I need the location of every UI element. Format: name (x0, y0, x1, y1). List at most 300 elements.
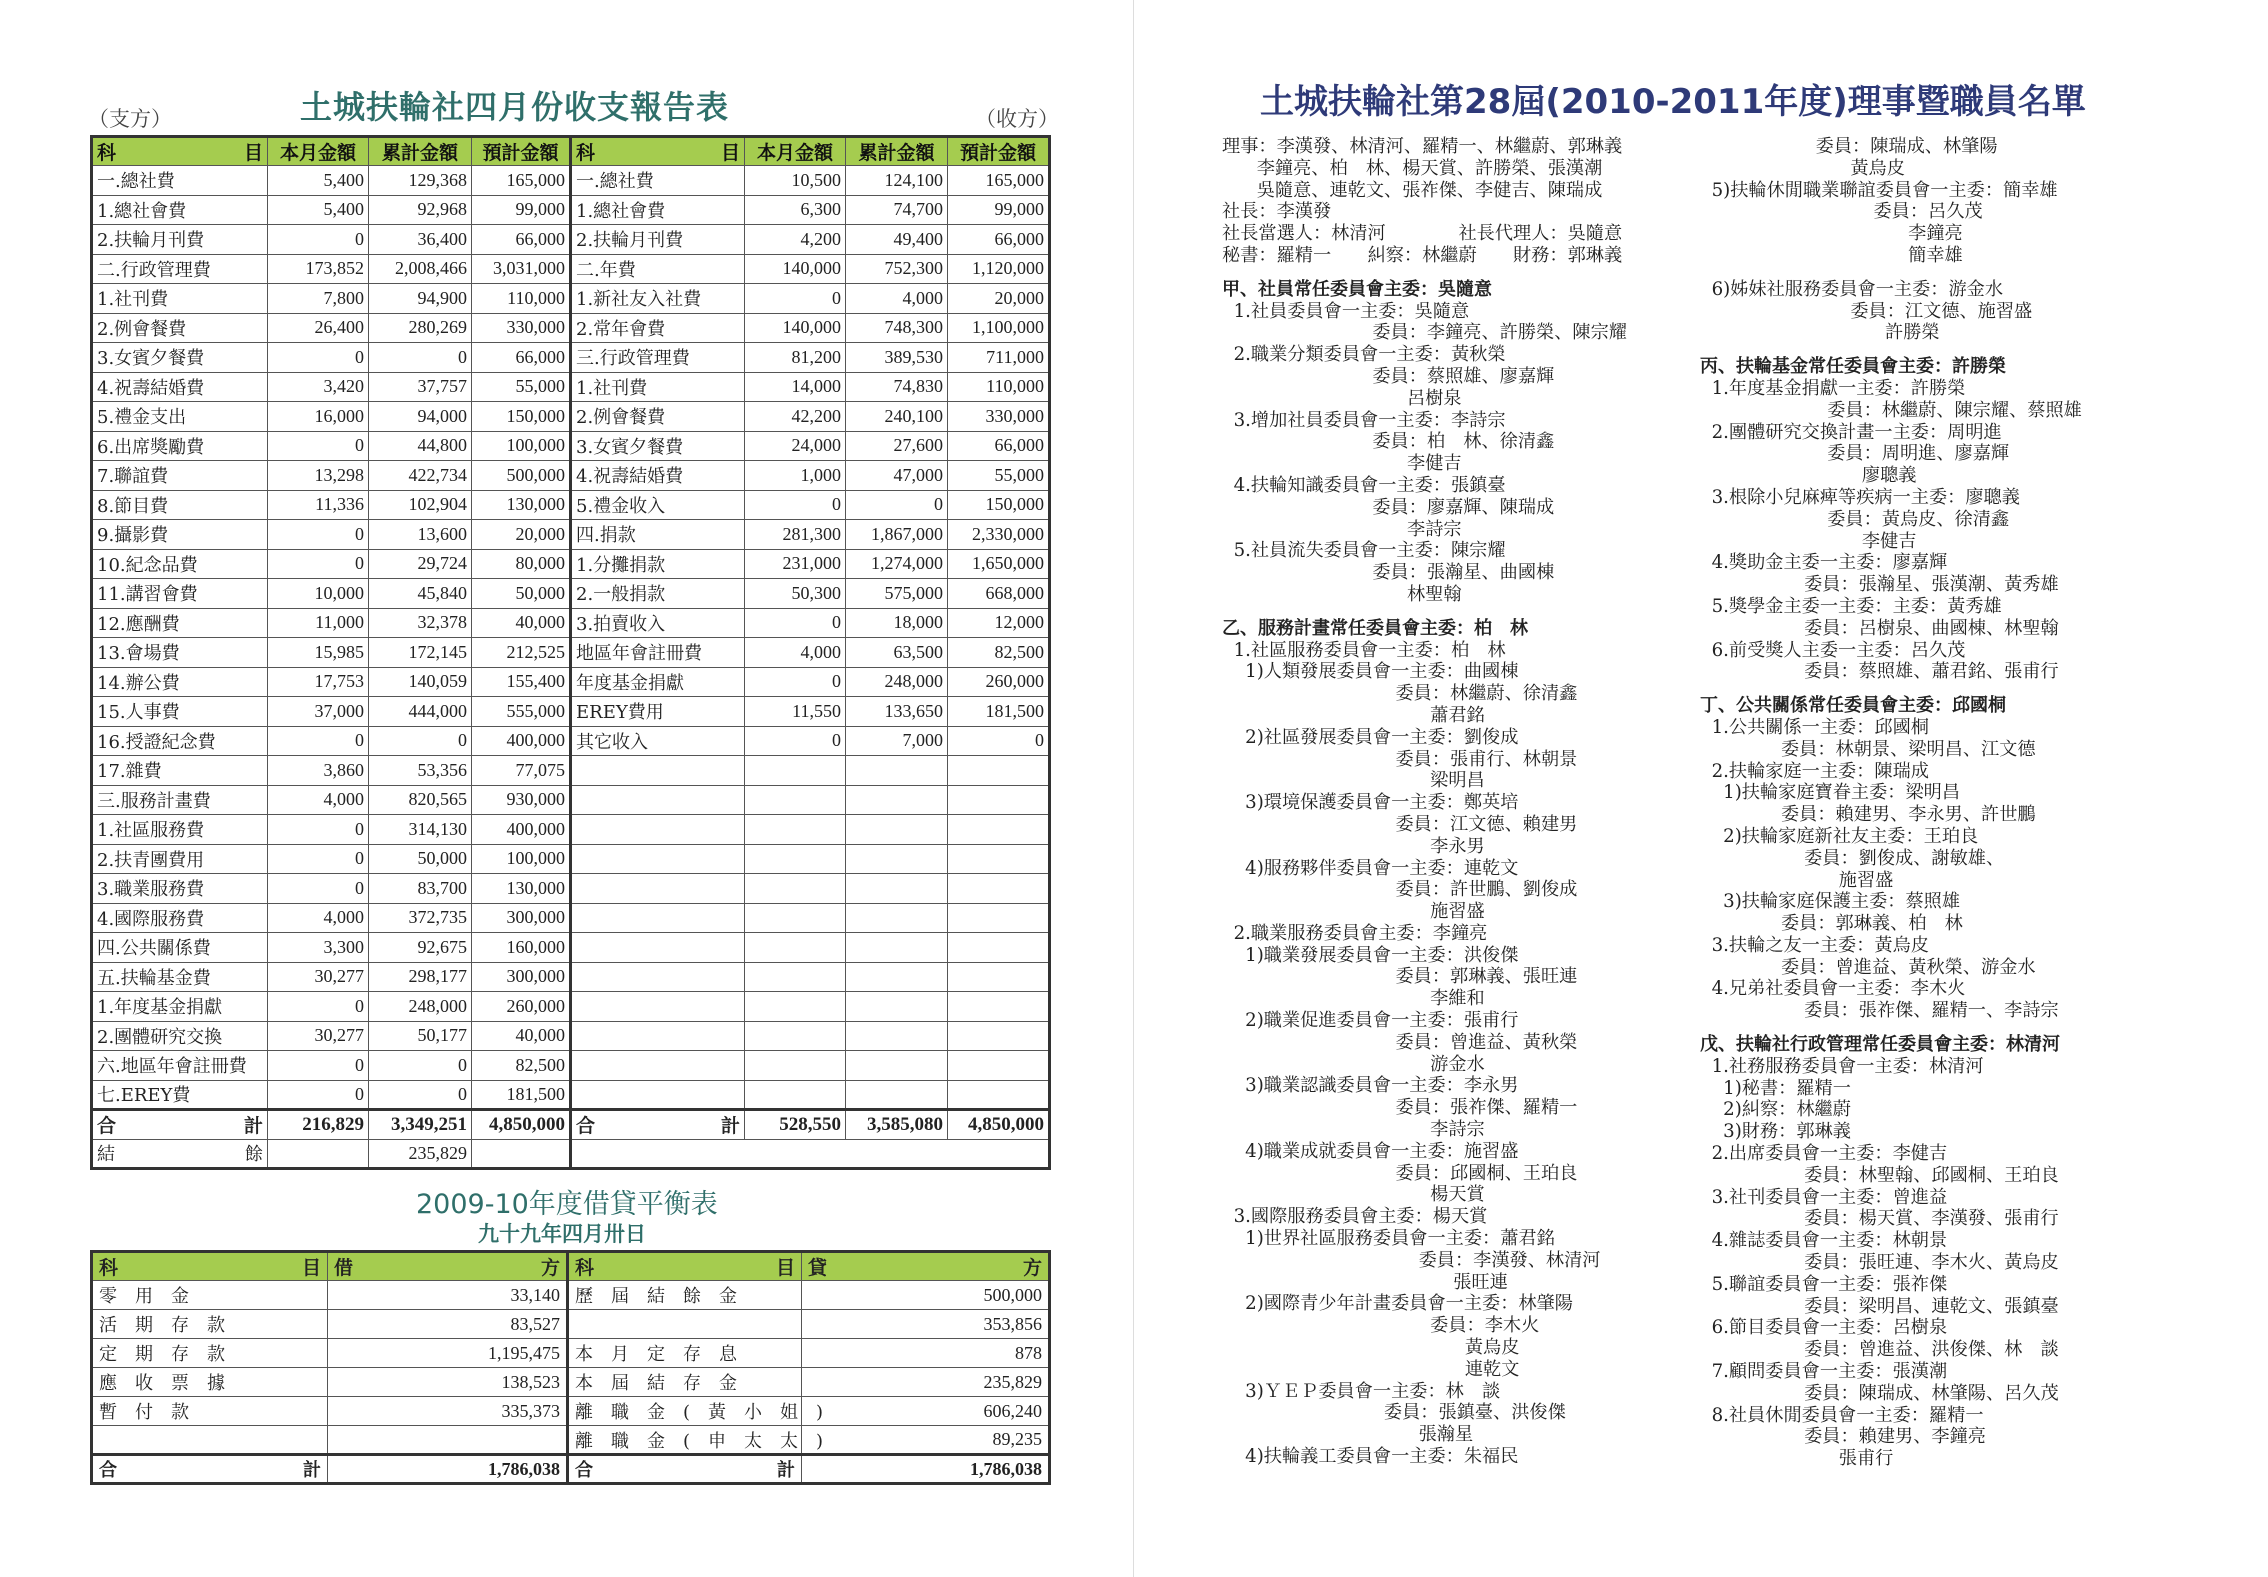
table-row (92, 520, 1050, 550)
income-item-label: 1.社刊費 (571, 372, 745, 402)
empty-cell (846, 874, 948, 904)
table-row (92, 579, 1050, 609)
roster-section-heading: 丁、公共關係常任委員會主委：邱國桐 (1700, 695, 2006, 717)
empty-cell (846, 1051, 948, 1081)
balance-header-row (92, 1252, 1050, 1281)
expense-item-value: 66,000 (472, 343, 571, 373)
expense-item-label: 12.應酬費 (92, 608, 268, 638)
roster-line: 委員：蔡照雄、蕭君銘、張甫行 (1700, 661, 2059, 683)
empty-cell (846, 1080, 948, 1110)
expense-item-value: 92,968 (369, 195, 472, 225)
empty-cell (948, 844, 1050, 874)
table-row (92, 815, 1050, 845)
expense-item-value: 140,059 (369, 667, 472, 697)
income-item-value: 1,000 (745, 461, 846, 491)
income-item-value: 20,000 (948, 284, 1050, 314)
table-row (92, 254, 1050, 284)
expense-item-value: 130,000 (472, 490, 571, 520)
table-row (92, 1281, 1050, 1310)
expense-item-label: 3.職業服務費 (92, 874, 268, 904)
expense-item-value: 0 (268, 844, 369, 874)
header-subject: 科 目 (571, 137, 745, 166)
expense-item-value: 0 (268, 431, 369, 461)
expense-total-month: 216,829 (268, 1110, 369, 1140)
expense-item-value: 298,177 (369, 962, 472, 992)
income-item-value: 0 (745, 608, 846, 638)
table-row (92, 1339, 1050, 1368)
income-item-label: 四.捐款 (571, 520, 745, 550)
roster-line: 1)人類發展委員會一主委：曲國棟 (1222, 661, 1519, 683)
empty-cell (948, 785, 1050, 815)
empty-cell (571, 844, 745, 874)
roster-line: 秘書：羅精一 糾察：林繼蔚 財務：郭琳義 (1222, 244, 1623, 266)
expense-item-value: 4,000 (268, 903, 369, 933)
debit-value: 83,527 (328, 1310, 568, 1339)
income-item-label: 3.拍賣收入 (571, 608, 745, 638)
income-item-value: 0 (846, 490, 948, 520)
roster-line: 張甫行 (1700, 1448, 1894, 1470)
roster-line: 3.根除小兒麻痺等疾病一主委：廖聰義 (1700, 486, 2020, 508)
income-item-label: 1.總社會費 (571, 195, 745, 225)
roster-line: 委員：曾進益、黃秋榮、游金水 (1700, 956, 2036, 978)
income-item-value: 124,100 (846, 166, 948, 196)
expense-item-value: 82,500 (472, 1051, 571, 1081)
empty-cell (745, 874, 846, 904)
table-row (92, 1021, 1050, 1051)
empty-cell (846, 992, 948, 1022)
roster-line: 2)社區發展委員會一主委：劉俊成 (1222, 726, 1519, 748)
expense-item-value: 0 (268, 225, 369, 255)
roster-line: 4.兄弟社委員會一主委：李木火 (1700, 978, 1966, 1000)
roster-line: 1.公共關係一主委：邱國桐 (1700, 716, 1929, 738)
expense-item-value: 212,525 (472, 638, 571, 668)
roster-spacer (1700, 344, 2220, 356)
balance-value: 235,829 (369, 1139, 472, 1169)
roster-line: 4)職業成就委員會一主委：施習盛 (1222, 1140, 1519, 1162)
expense-item-value: 50,000 (369, 844, 472, 874)
roster-line: 3)財務：郭琳義 (1700, 1121, 1851, 1143)
empty-cell (745, 933, 846, 963)
roster-line: 呂樹泉 (1222, 387, 1462, 409)
income-item-value: 4,000 (745, 638, 846, 668)
table-row (92, 1368, 1050, 1397)
roster-line: 委員：林繼蔚、徐清鑫 (1222, 683, 1578, 705)
income-expense-table (90, 135, 1051, 1170)
roster-line: 委員：梁明昌、連乾文、張鎮臺 (1700, 1295, 2059, 1317)
table-row (92, 490, 1050, 520)
income-item-value: 668,000 (948, 579, 1050, 609)
roster-line: 李健吉 (1222, 453, 1462, 475)
roster-line: 1.社務服務委員會一主委：林清河 (1700, 1055, 1984, 1077)
expense-item-label: 三.服務計畫費 (92, 785, 268, 815)
income-item-value: 24,000 (745, 431, 846, 461)
balance-sheet-body (92, 1281, 1050, 1455)
expense-item-value: 0 (268, 815, 369, 845)
expense-item-value: 165,000 (472, 166, 571, 196)
empty-cell (948, 815, 1050, 845)
roster-line: 7.顧問委員會一主委：張漢潮 (1700, 1361, 1948, 1383)
roster-line: 委員：林朝景、梁明昌、江文德 (1700, 738, 2036, 760)
table-header-row (92, 137, 1050, 166)
income-item-value: 240,100 (846, 402, 948, 432)
expense-item-value: 0 (369, 1080, 472, 1110)
income-item-value: 55,000 (948, 461, 1050, 491)
empty-cell (745, 756, 846, 786)
credit-total: 1,786,038 (802, 1455, 1050, 1484)
expense-item-value: 248,000 (369, 992, 472, 1022)
income-item-value: 0 (745, 284, 846, 314)
expense-item-value: 29,724 (369, 549, 472, 579)
roster-line: 委員：郭琳義、張旺連 (1222, 966, 1578, 988)
expense-item-value: 172,145 (369, 638, 472, 668)
roster-line: 委員：陳瑞成、林肇陽、呂久茂 (1700, 1382, 2059, 1404)
expense-item-label: 2.團體研究交換 (92, 1021, 268, 1051)
expense-item-value: 0 (369, 726, 472, 756)
income-item-value: 181,500 (948, 697, 1050, 727)
roster-line: 李詩宗 (1222, 1119, 1485, 1141)
table-row (92, 1080, 1050, 1110)
expense-item-value: 13,298 (268, 461, 369, 491)
expense-item-label: 3.女賓夕餐費 (92, 343, 268, 373)
roster-line: 5)扶輪休閒職業聯誼委員會一主委：簡幸雄 (1700, 179, 2058, 201)
table-row (92, 933, 1050, 963)
roster-line: 6)姊妹社服務委員會一主委：游金水 (1700, 278, 2004, 300)
roster-line: 3)環境保護委員會一主委：鄭英培 (1222, 792, 1519, 814)
income-item-value: 14,000 (745, 372, 846, 402)
expense-item-value: 0 (268, 1051, 369, 1081)
liability-label: 本月定存息 (568, 1339, 802, 1368)
table-row (92, 1051, 1050, 1081)
roster-line: 張旺連 (1222, 1271, 1508, 1293)
expense-item-label: 9.攝影費 (92, 520, 268, 550)
income-item-value: 6,300 (745, 195, 846, 225)
roster-line: 2)國際青少年計畫委員會一主委：林肇陽 (1222, 1293, 1573, 1315)
roster-line: 梁明昌 (1222, 770, 1485, 792)
expense-item-label: 6.出席獎勵費 (92, 431, 268, 461)
header-subject: 科 目 (92, 1252, 328, 1281)
expense-item-value: 444,000 (369, 697, 472, 727)
roster-line: 1.社區服務委員會一主委：柏 林 (1222, 639, 1506, 661)
credit-value: 500,000 (802, 1281, 1050, 1310)
roster-line: 1.社員委員會一主委：吳隨意 (1222, 300, 1470, 322)
liability-label (568, 1310, 802, 1339)
roster-line: 5.獎學金主委一主委：主委：黃秀雄 (1700, 595, 2002, 617)
roster-spacer (1222, 267, 1782, 279)
debit-value: 1,195,475 (328, 1339, 568, 1368)
expense-item-label: 五.扶輪基金費 (92, 962, 268, 992)
roster-spacer (1700, 267, 2220, 279)
income-item-value: 4,200 (745, 225, 846, 255)
income-item-value: 49,400 (846, 225, 948, 255)
expense-item-value: 280,269 (369, 313, 472, 343)
empty-cell (948, 874, 1050, 904)
expense-item-value: 260,000 (472, 992, 571, 1022)
expense-item-value: 5,400 (268, 166, 369, 196)
asset-label: 定期存款 (92, 1339, 328, 1368)
expense-item-value: 3,860 (268, 756, 369, 786)
roster-line: 委員：呂久茂 (1700, 201, 1983, 223)
income-item-value: 11,550 (745, 697, 846, 727)
liability-label: 歷屆結餘金 (568, 1281, 802, 1310)
roster-line: 委員：林聖翰、邱國桐、王珀良 (1700, 1164, 2059, 1186)
roster-column-1 (1222, 136, 1782, 1468)
expense-item-value: 30,277 (268, 1021, 369, 1051)
roster-line: 委員：曾進益、黃秋榮 (1222, 1031, 1578, 1053)
empty-cell (846, 962, 948, 992)
credit-value: 235,829 (802, 1368, 1050, 1397)
expense-item-value: 173,852 (268, 254, 369, 284)
expense-total-cumulative: 3,349,251 (369, 1110, 472, 1140)
income-item-value: 260,000 (948, 667, 1050, 697)
income-item-label: 地區年會註冊費 (571, 638, 745, 668)
empty-cell (948, 962, 1050, 992)
roster-line: 施習盛 (1700, 869, 1894, 891)
expense-item-value: 55,000 (472, 372, 571, 402)
expense-item-value: 13,600 (369, 520, 472, 550)
empty-cell (745, 903, 846, 933)
income-expense-body (92, 166, 1050, 1110)
roster-line: 社長當選人：林清河 社長代理人：吳隨意 (1222, 223, 1623, 245)
expense-item-label: 4.國際服務費 (92, 903, 268, 933)
roster-line: 委員：廖嘉輝、陳瑞成 (1222, 496, 1555, 518)
expense-item-label: 2.扶青團費用 (92, 844, 268, 874)
income-item-value: 140,000 (745, 254, 846, 284)
expense-item-value: 16,000 (268, 402, 369, 432)
roster-line: 連乾文 (1222, 1358, 1520, 1380)
table-row (92, 195, 1050, 225)
expense-item-value: 40,000 (472, 1021, 571, 1051)
expense-item-label: 16.授證紀念費 (92, 726, 268, 756)
table-row (92, 638, 1050, 668)
asset-label (92, 1426, 328, 1455)
expense-item-label: 1.社刊費 (92, 284, 268, 314)
roster-line: 1)職業發展委員會一主委：洪俊傑 (1222, 944, 1519, 966)
income-item-label: 4.祝壽結婚費 (571, 461, 745, 491)
roster-line: 委員：張祚傑、羅精一 (1222, 1097, 1578, 1119)
income-item-label: 2.例會餐費 (571, 402, 745, 432)
empty-cell (571, 1080, 745, 1110)
income-item-value: 1,100,000 (948, 313, 1050, 343)
table-total-row (92, 1110, 1050, 1140)
debit-value (328, 1426, 568, 1455)
income-item-value: 1,274,000 (846, 549, 948, 579)
expense-item-value: 100,000 (472, 844, 571, 874)
expense-item-value: 17,753 (268, 667, 369, 697)
roster-line: 黃烏皮 (1222, 1337, 1520, 1359)
income-item-value: 1,650,000 (948, 549, 1050, 579)
roster-line: 李詩宗 (1222, 518, 1462, 540)
income-item-value: 42,200 (745, 402, 846, 432)
expense-item-label: 六.地區年會註冊費 (92, 1051, 268, 1081)
income-item-value: 748,300 (846, 313, 948, 343)
expense-item-value: 66,000 (472, 225, 571, 255)
income-item-value: 66,000 (948, 225, 1050, 255)
roster-section-heading: 乙、服務計畫常任委員會主委：柏 林 (1222, 617, 1528, 639)
page-fold-divider (1133, 0, 1134, 1577)
roster-line: 委員：柏 林、徐清鑫 (1222, 431, 1555, 453)
header-month-amount: 本月金額 (268, 137, 369, 166)
expense-item-value: 7,800 (268, 284, 369, 314)
empty-cell (846, 933, 948, 963)
table-row (92, 225, 1050, 255)
expense-item-value: 30,277 (268, 962, 369, 992)
roster-line: 張瀚星 (1222, 1424, 1474, 1446)
income-item-value: 2,330,000 (948, 520, 1050, 550)
income-item-value: 81,200 (745, 343, 846, 373)
income-item-label: 3.女賓夕餐費 (571, 431, 745, 461)
table-row (92, 402, 1050, 432)
roster-line: 委員：江文德、施習盛 (1700, 300, 2033, 322)
income-item-value: 10,500 (745, 166, 846, 196)
roster-line: 委員：郭琳義、柏 林 (1700, 913, 1963, 935)
empty-cell (948, 903, 1050, 933)
roster-section-heading: 戊、扶輪社行政管理常任委員會主委：林清河 (1700, 1034, 2060, 1056)
roster-line: 委員：陳瑞成、林肇陽 (1700, 136, 1998, 157)
empty-cell (745, 844, 846, 874)
roster-line: 委員：李鐘亮、許勝榮、陳宗耀 (1222, 322, 1627, 344)
roster-line: 2.職業分類委員會一主委：黃秋榮 (1222, 344, 1506, 366)
expense-item-value: 160,000 (472, 933, 571, 963)
empty-cell (571, 756, 745, 786)
expense-item-value: 44,800 (369, 431, 472, 461)
income-item-value: 99,000 (948, 195, 1050, 225)
expense-item-label: 7.聯誼費 (92, 461, 268, 491)
expense-item-value: 53,356 (369, 756, 472, 786)
income-item-value: 389,530 (846, 343, 948, 373)
roster-line: 委員：劉俊成、謝敏雄、 (1700, 847, 2005, 869)
empty-cell (745, 1051, 846, 1081)
expense-item-value: 94,000 (369, 402, 472, 432)
expense-item-value: 129,368 (369, 166, 472, 196)
roster-line: 4)扶輪義工委員會一主委：朱福民 (1222, 1446, 1519, 1468)
expense-item-value: 100,000 (472, 431, 571, 461)
empty-cell (571, 1051, 745, 1081)
roster-line: 委員：張旺連、李木火、黃烏皮 (1700, 1252, 2059, 1274)
header-subject: 科 目 (568, 1252, 802, 1281)
roster-line: 廖聰義 (1700, 465, 1917, 487)
expense-item-value: 0 (268, 726, 369, 756)
roster-line: 1)扶輪家庭寶眷主委：梁明昌 (1700, 782, 1961, 804)
expense-item-value: 5,400 (268, 195, 369, 225)
roster-line: 3)扶輪家庭保護主委：蔡照雄 (1700, 891, 1961, 913)
expense-item-value: 92,675 (369, 933, 472, 963)
empty-cell (846, 785, 948, 815)
empty-cell (571, 785, 745, 815)
expense-item-label: 5.禮金支出 (92, 402, 268, 432)
expense-item-value: 110,000 (472, 284, 571, 314)
roster-line: 簡幸雄 (1700, 244, 1963, 266)
income-item-label: 其它收入 (571, 726, 745, 756)
roster-line: 3.國際服務委員會主委：楊天賞 (1222, 1206, 1488, 1228)
table-row (92, 962, 1050, 992)
expense-item-value: 500,000 (472, 461, 571, 491)
empty-cell (745, 992, 846, 1022)
expense-item-value: 37,000 (268, 697, 369, 727)
table-row (92, 608, 1050, 638)
income-item-label: EREY費用 (571, 697, 745, 727)
asset-label: 暫付款 (92, 1397, 328, 1426)
income-item-value: 150,000 (948, 490, 1050, 520)
expense-item-label: 1.總社會費 (92, 195, 268, 225)
expense-item-value: 0 (268, 992, 369, 1022)
expense-item-value: 181,500 (472, 1080, 571, 1110)
expense-item-value: 50,000 (472, 579, 571, 609)
roster-line: 理事：李漢發、林清河、羅精一、林繼蔚、郭琳義 (1222, 136, 1623, 157)
empty-cell (745, 962, 846, 992)
income-item-value: 12,000 (948, 608, 1050, 638)
expense-item-value: 0 (268, 549, 369, 579)
balance-total-row (92, 1455, 1050, 1484)
income-item-label: 1.新社友入社費 (571, 284, 745, 314)
expense-item-value: 300,000 (472, 962, 571, 992)
empty-cell (948, 933, 1050, 963)
expense-item-value: 422,734 (369, 461, 472, 491)
empty-cell (571, 933, 745, 963)
empty-cell (846, 756, 948, 786)
expense-item-label: 14.辦公費 (92, 667, 268, 697)
empty-cell (745, 1080, 846, 1110)
empty-cell (571, 815, 745, 845)
roster-line: 委員：呂樹泉、曲國棟、林聖翰 (1700, 617, 2059, 639)
income-item-value: 47,000 (846, 461, 948, 491)
expense-item-value: 820,565 (369, 785, 472, 815)
debit-value: 33,140 (328, 1281, 568, 1310)
income-item-value: 281,300 (745, 520, 846, 550)
debit-total: 1,786,038 (328, 1455, 568, 1484)
header-month-amount: 本月金額 (745, 137, 846, 166)
debit-value: 138,523 (328, 1368, 568, 1397)
expense-item-value: 15,985 (268, 638, 369, 668)
header-budget-amount: 預計金額 (948, 137, 1050, 166)
income-item-label: 1.分攤捐款 (571, 549, 745, 579)
expense-item-value: 0 (268, 343, 369, 373)
roster-line: 5.聯誼委員會一主委：張祚傑 (1700, 1273, 1948, 1295)
expense-item-label: 2.扶輪月刊費 (92, 225, 268, 255)
income-item-value: 1,120,000 (948, 254, 1050, 284)
expense-item-value: 37,757 (369, 372, 472, 402)
expense-item-value: 3,420 (268, 372, 369, 402)
roster-line: 3)ＹＥＰ委員會一主委：林 談 (1222, 1380, 1501, 1402)
table-row (92, 313, 1050, 343)
income-item-label: 三.行政管理費 (571, 343, 745, 373)
total-label: 合 計 (568, 1455, 802, 1484)
roster-column-2 (1700, 136, 2220, 1470)
empty-cell (745, 815, 846, 845)
income-item-value: 74,830 (846, 372, 948, 402)
header-budget-amount: 預計金額 (472, 137, 571, 166)
table-row (92, 431, 1050, 461)
income-item-label: 一.總社費 (571, 166, 745, 196)
total-label: 合 計 (92, 1455, 328, 1484)
expense-item-value: 555,000 (472, 697, 571, 727)
expense-item-value: 0 (369, 1051, 472, 1081)
roster-line: 6.前受獎人主委一主委：呂久茂 (1700, 639, 1966, 661)
roster-line: 5.社員流失委員會一主委：陳宗耀 (1222, 540, 1506, 562)
roster-line: 2.團體研究交換計畫一主委：周明進 (1700, 421, 2002, 443)
roster-line: 委員：江文德、賴建男 (1222, 813, 1578, 835)
income-total-cumulative: 3,585,080 (846, 1110, 948, 1140)
income-item-value: 0 (745, 726, 846, 756)
expense-item-label: 10.紀念品費 (92, 549, 268, 579)
expense-item-value: 99,000 (472, 195, 571, 225)
table-row (92, 461, 1050, 491)
header-credit: 貸 方 (802, 1252, 1050, 1281)
expense-item-value: 330,000 (472, 313, 571, 343)
empty-cell (571, 962, 745, 992)
expense-item-value: 3,031,000 (472, 254, 571, 284)
roster-line: 2)職業促進委員會一主委：張甫行 (1222, 1010, 1519, 1032)
roster-line: 2.職業服務委員會主委：李鐘亮 (1222, 922, 1488, 944)
